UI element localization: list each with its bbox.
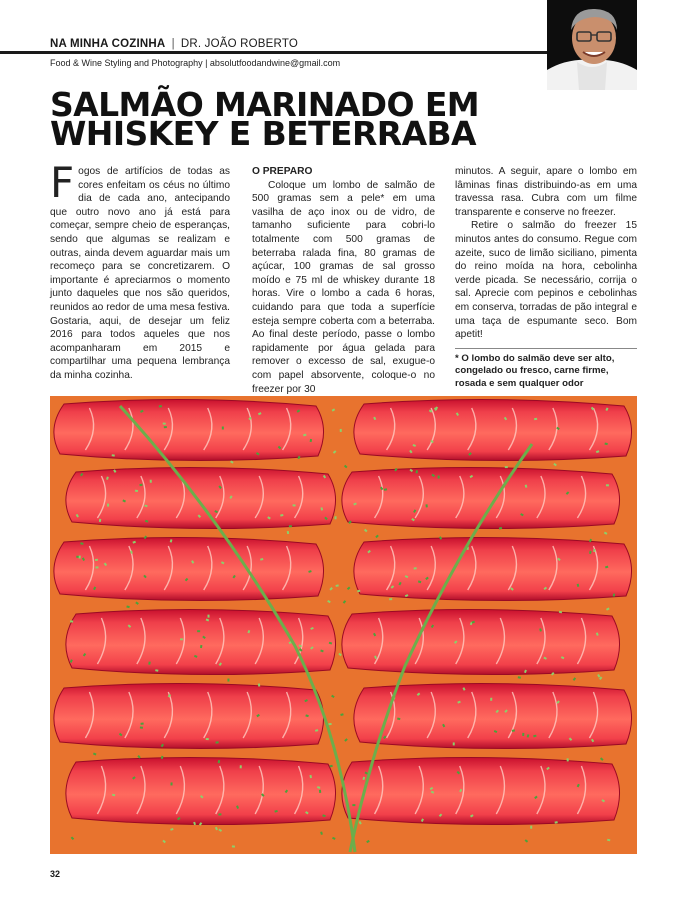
article-title [50,85,500,153]
section-name: NA MINHA COZINHA [50,38,166,50]
salmon-photo-image [50,396,637,854]
footnote: * O lombo do salmão deve ser alto, congelado ou fresco, carne firme, rosada e sem qualquer odor [455,348,637,390]
author-portrait [547,0,637,90]
author-name: DR. JOÃO ROBERTO [180,38,298,50]
intro-text: ogos de artifícios de todas as cores enfeitam os céus no último dia de cada ano, antecipando que outro novo ano já está para começar, sempre cheio de esperanças, sendo que algumas se realizam e outras, ainda devem aguardar mais um recomeço para se concretizarem. O importante é apreciarmos o momento junto daqueles que nos são queridos, reunidos ao redor de uma mesa festiva. Gostaria, aqui, de desejar um feliz 2016 para todos aqueles que nos acompanharam em 2015 e compartilhar uma pequena lembrança da minha cozinha. [50,166,230,381]
title-line-1: SALMÃO MARINADO EM [50,85,479,124]
drop-cap: F [50,158,75,207]
header-separator: | [171,38,175,50]
continuation-paragraph-1: minutos. A seguir, apare o lombo em lâminas finas distribuindo-as em uma travessa rasa. Cubra com um filme transparente e conserve no freezer. [455,166,637,218]
header-rule [0,51,548,54]
intro-column [50,158,230,383]
preparo-text: Coloque um lombo de salmão de 500 gramas sem a pele* em uma vasilha de aço inox ou de vidro, de tamanho suficiente para cobri-lo totalmente com 500 gramas de beterraba ralada fina, 80 gramas de açúcar, 100 gramas de sal grosso moído e 75 ml de whiskey durante 18 horas. Vire o lombo a cada 6 horas, cuidando para que toda a superfície esteja sempre coberta com a beterraba. Ao final deste período, passe o lombo rapidamente por água gelada para remover o excesso de sal, exugue-o com papel absorvente, coloque-o no freezer por 30 [252,179,435,395]
photo-credit: Food & Wine Styling and Photography | absolutfoodandwine@gmail.com [50,58,341,68]
intro-paragraph [50,158,230,383]
author-portrait-image [547,0,637,90]
continuation-column [455,165,637,390]
title-line-2: WHISKEY E BETERRABA [50,114,476,153]
section-header [50,37,298,51]
salmon-photo [50,396,637,854]
preparo-column [252,165,435,396]
continuation-paragraph-2: Retire o salmão do freezer 15 minutos antes do consumo. Regue com azeite, suco de limão siciliano, pimenta do reino moída na hora, cebolinha verde picada. Se necessário, corrija o sal. Aprecie com pepinos e cebolinhas em conserva, torradas de pão integral e uma taça de espumante seco. Bom apetit! [455,220,637,341]
preparo-heading: O PREPARO [252,166,313,177]
page-number: 32 [50,869,61,879]
